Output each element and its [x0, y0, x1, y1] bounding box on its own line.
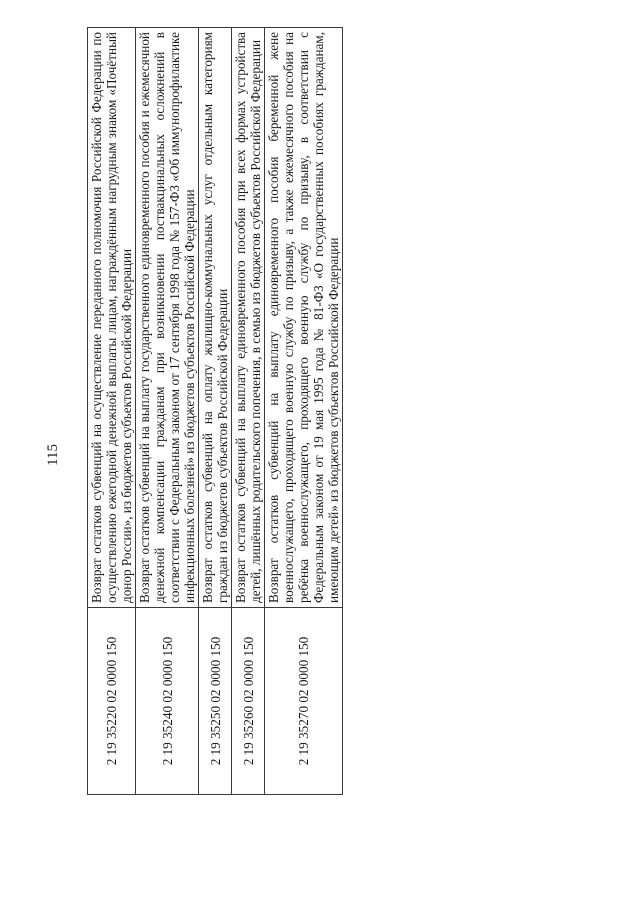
table-row: [136, 28, 199, 795]
budget-code-cell: 2 19 35270 02 0000 150: [265, 608, 343, 795]
description-cell: Возврат остатков субвенций на осуществление переданного полномочия Российской Федерации по осуществлению ежегодной денежной выплаты лицам, награждённым нагрудным знаком «Почётный донор России», из бюджетов субъектов Российской Федерации: [88, 28, 136, 608]
table-row: [88, 28, 136, 795]
budget-code-cell: 2 19 35250 02 0000 150: [199, 608, 232, 795]
description-cell: Возврат остатков субвенций на выплату единовременного пособия беременной жене военнослужащего, проходящего военную службу по призыву, а также ежемесячного пособия на ребёнка военнослужащего, проходящего военную службу по призыву, в соответствии с Федеральным законом от 19 мая 1995 года № 81-ФЗ «О государственных пособиях гражданам, имеющим детей» из бюджетов субъектов Российской Федерации: [265, 28, 343, 608]
budget-code-cell: 2 19 35220 02 0000 150: [88, 608, 136, 795]
budget-code-cell: 2 19 35240 02 0000 150: [136, 608, 199, 795]
table-row: [199, 28, 232, 795]
table-row: [265, 28, 343, 795]
description-cell: Возврат остатков субвенций на оплату жилищно-коммунальных услуг отдельным категориям граждан из бюджетов субъектов Российской Федерации: [199, 28, 232, 608]
budget-codes-table: [87, 27, 343, 795]
description-cell: Возврат остатков субвенций на выплату государственного единовременного пособия и ежемесячной денежной компенсации гражданам при возникновении поствакцинальных осложнений в соответствии с Федеральным законом от 17 сентября 1998 года № 157-ФЗ «Об иммунопрофилактике инфекционных болезней» из бюджетов субъектов Российской Федерации: [136, 28, 199, 608]
table-row: [232, 28, 265, 795]
budget-code-cell: 2 19 35260 02 0000 150: [232, 608, 265, 795]
description-cell: Возврат остатков субвенций на выплату единовременного пособия при всех формах устройства детей, лишённых родительского попечения, в семью из бюджетов субъектов Российской Федерации: [232, 28, 265, 608]
page-number: 115: [45, 444, 61, 466]
